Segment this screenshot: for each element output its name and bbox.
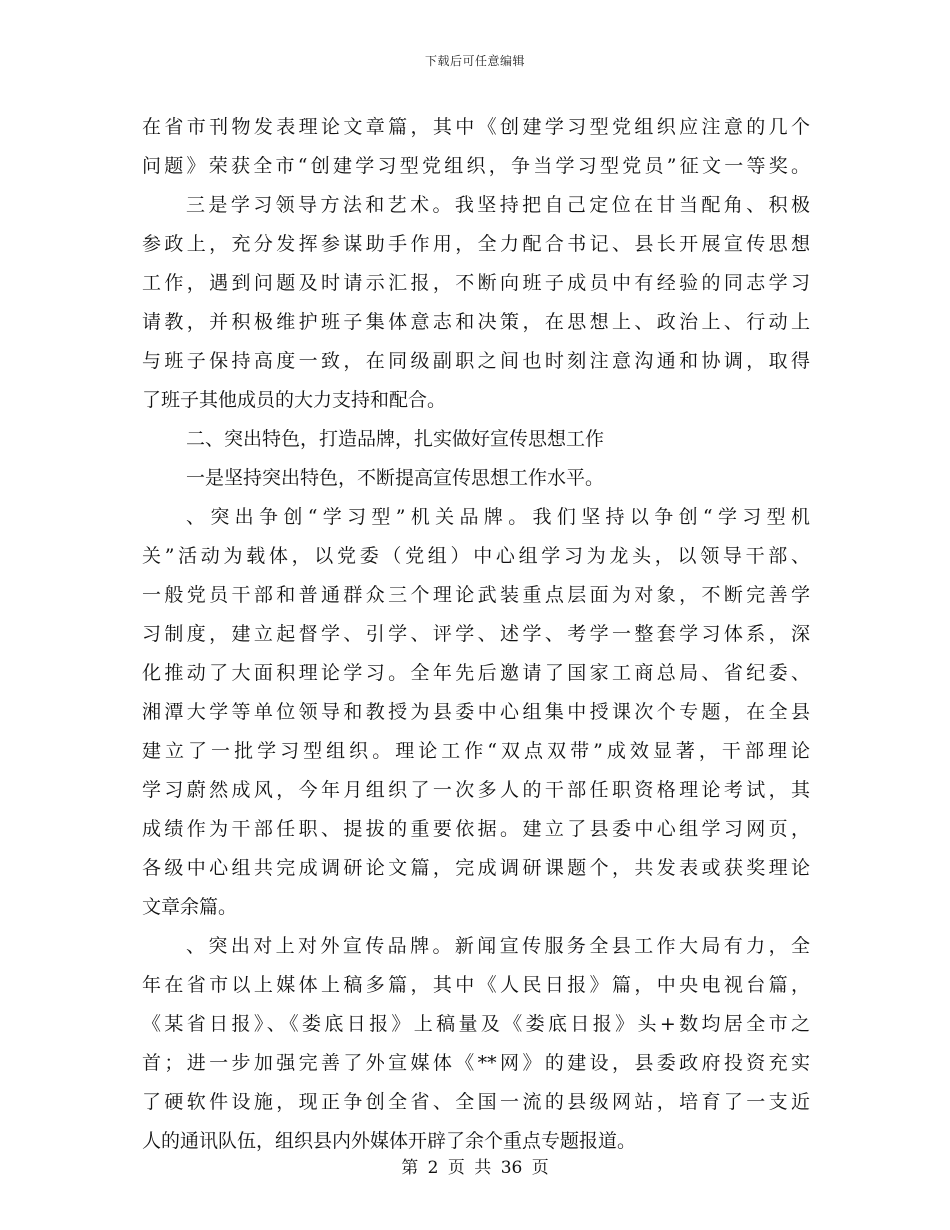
page-header: 下载后可任意编辑 [424, 54, 525, 68]
text-line: 在省市刊物发表理论文章篇，其中《创建学习型党组织应注意的几个 [142, 116, 810, 138]
text-line: 问题》荣获全市“创建学习型党组织，争当学习型党员”征文一等奖。 [142, 155, 810, 177]
text-line: 习制度，建立起督学、引学、评学、述学、考学一整套学习体系，深 [142, 623, 810, 645]
paragraph-start-line: 、突出争创“学习型”机关品牌。我们坚持以争创“学习型机 [186, 506, 810, 528]
text-line: 各级中心组共完成调研论文篇，完成调研课题个，共发表或获奖理论 [142, 857, 810, 879]
text-line: 首；进一步加强完善了外宣媒体《**网》的建设，县委政府投资充实 [142, 1052, 810, 1074]
text-line: 人的通讯队伍，组织县内外媒体开辟了余个重点专题报道。 [142, 1130, 637, 1152]
text-line: 请教，并积极维护班子集体意志和决策，在思想上、政治上、行动上 [142, 311, 810, 333]
text-line: 了硬软件设施，现正争创全省、全国一流的县级网站，培育了一支近 [142, 1091, 810, 1113]
text-line: 文章余篇。 [142, 896, 238, 918]
section-heading: 二、突出特色，打造品牌，扎实做好宣传思想工作 [186, 428, 605, 450]
paragraph-start-line: 三是学习领导方法和艺术。我坚持把自己定位在甘当配角、积极 [186, 194, 810, 216]
text-line: 建立了一批学习型组织。理论工作“双点双带”成效显著，干部理论 [142, 740, 810, 762]
document-body [142, 108, 810, 1161]
text-line: 工作，遇到问题及时请示汇报，不断向班子成员中有经验的同志学习 [142, 272, 810, 294]
text-line: 参政上，充分发挥参谋助手作用，全力配合书记、县长开展宣传思想 [142, 233, 810, 255]
text-line: 一般党员干部和普通群众三个理论武装重点层面为对象，不断完善学 [142, 584, 810, 606]
text-line: 学习蔚然成风，今年月组织了一次多人的干部任职资格理论考试，其 [142, 779, 810, 801]
text-line: 与班子保持高度一致，在同级副职之间也时刻注意沟通和协调，取得 [142, 350, 810, 372]
text-line: 年在省市以上媒体上稿多篇，其中《人民日报》篇，中央电视台篇， [142, 974, 810, 996]
subsection-heading: 一是坚持突出特色，不断提高宣传思想工作水平。 [186, 467, 605, 489]
page-footer: 第 2 页 共 36 页 [401, 1158, 549, 1178]
text-line: 湘潭大学等单位领导和教授为县委中心组集中授课次个专题，在全县 [142, 701, 810, 723]
paragraph-start-line: 、突出对上对外宣传品牌。新闻宣传服务全县工作大局有力，全 [186, 935, 810, 957]
text-line: 《某省日报》、《娄底日报》上稿量及《娄底日报》头+数均居全市之 [142, 1013, 810, 1035]
text-line: 关”活动为载体，以党委（党组）中心组学习为龙头，以领导干部、 [142, 545, 810, 567]
text-line: 成绩作为干部任职、提拔的重要依据。建立了县委中心组学习网页， [142, 818, 810, 840]
text-line: 化推动了大面积理论学习。全年先后邀请了国家工商总局、省纪委、 [142, 662, 810, 684]
text-line: 了班子其他成员的大力支持和配合。 [142, 389, 447, 411]
